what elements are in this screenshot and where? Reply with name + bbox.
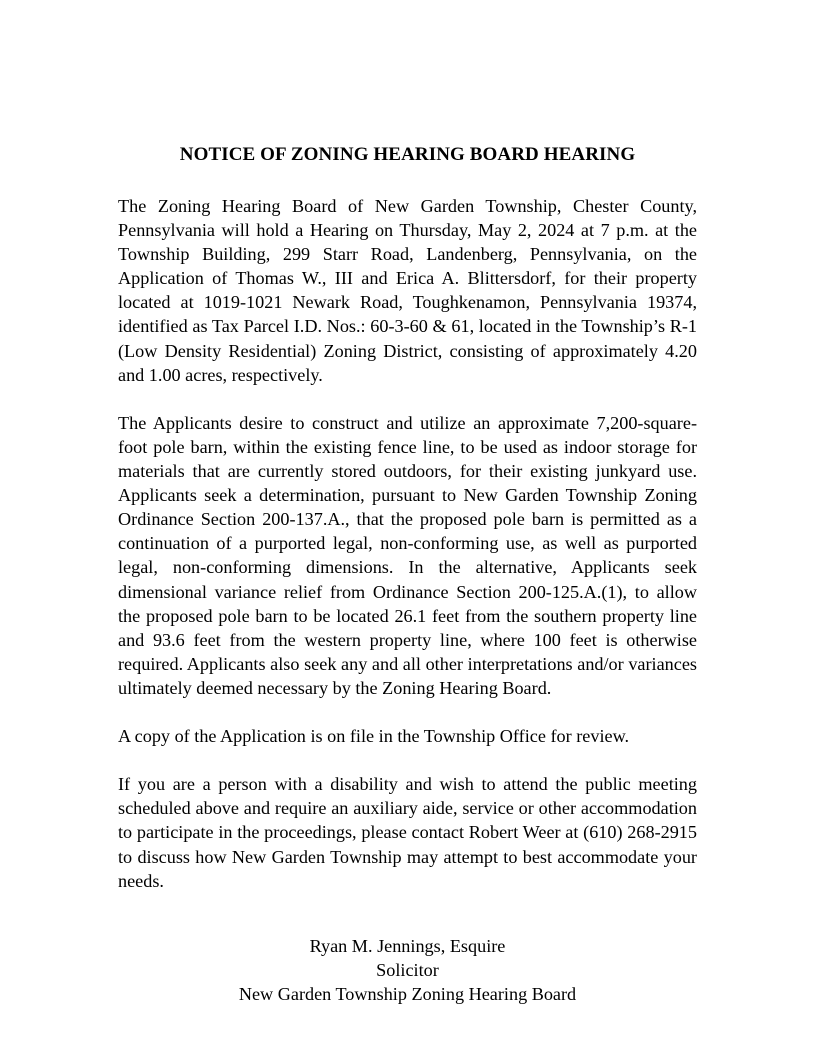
paragraph-application-on-file: A copy of the Application is on file in the Township Office for review.: [118, 726, 630, 747]
paragraph-hearing-notice: The Zoning Hearing Board of New Garden Township, Chester County, Pennsylvania will hold a Hearing on Thursday, May 2, 2024 at 7 p.m. at the Township Building, 299 Starr Road, Landenberg, Pennsylvania, on the Application of Thomas W., III and Erica A. Blittersdorf, for their property located at 1019-1021 Newark Road, Toughkenamon, Pennsylvania 19374, identified as Tax Parcel I.D. Nos.: 60-3-60 & 61, located in the Township’s R-1 (Low Density Residential) Zoning District, consisting of approximately 4.20 and 1.00 acres, respectively.: [118, 196, 697, 385]
solicitor-organization: New Garden Township Zoning Hearing Board: [238, 983, 577, 1004]
signature-block: [118, 934, 697, 1006]
document-body: [118, 0, 697, 1006]
solicitor-name: Ryan M. Jennings, Esquire: [309, 935, 506, 956]
paragraph-accessibility-notice: If you are a person with a disability and wish to attend the public meeting scheduled above and require an auxiliary aide, service or other accommodation to participate in the proceedings, please contact Robert Weer at (610) 268-2915 to discuss how New Garden Township may attempt to best accommodate your needs.: [118, 774, 697, 891]
paragraph-application-description: The Applicants desire to construct and utilize an approximate 7,200-square-foot pole barn, within the existing fence line, to be used as indoor storage for materials that are currently stored outdoors, for their existing junkyard use. Applicants seek a determination, pursuant to New Garden Township Zoning Ordinance Section 200-137.A., that the proposed pole barn is permitted as a continuation of a purported legal, non-conforming use, as well as purported legal, non-conforming dimensions. In the alternative, Applicants seek dimensional variance relief from Ordinance Section 200-125.A.(1), to allow the proposed pole barn to be located 26.1 feet from the southern property line and 93.6 feet from the western property line, where 100 feet is otherwise required. Applicants also seek any and all other interpretations and/or variances ultimately deemed necessary by the Zoning Hearing Board.: [118, 412, 697, 698]
page-title: NOTICE OF ZONING HEARING BOARD HEARING: [179, 144, 636, 165]
solicitor-role: Solicitor: [376, 959, 439, 980]
